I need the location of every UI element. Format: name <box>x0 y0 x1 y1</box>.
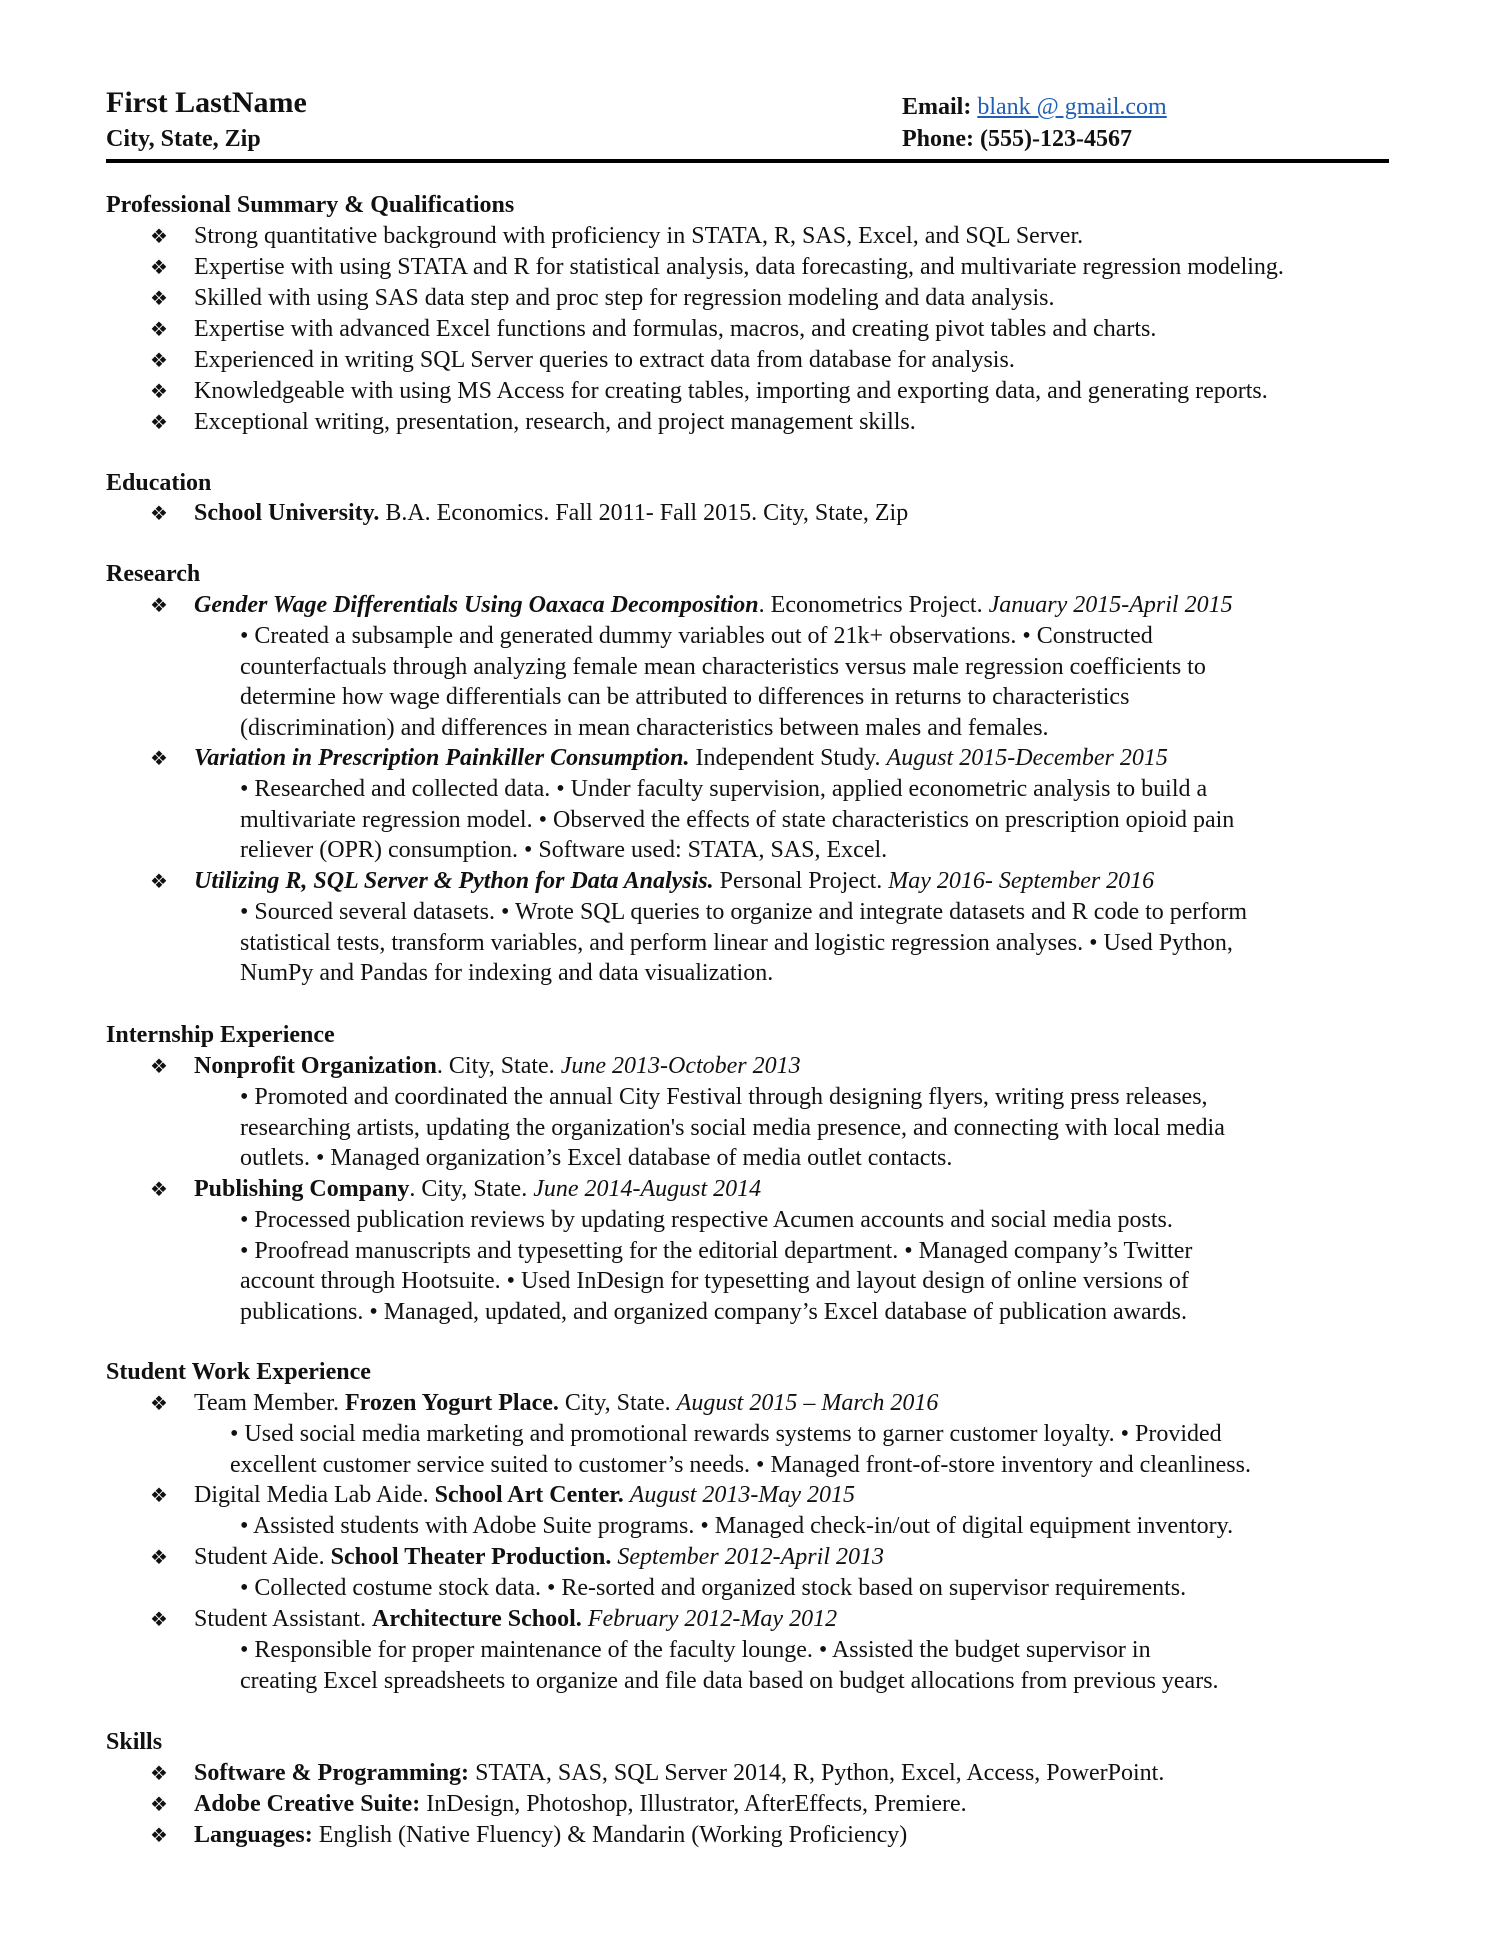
bullet-diamond-icon: ❖ <box>150 224 168 248</box>
bullet-diamond-icon: ❖ <box>150 1823 168 1847</box>
bullet-diamond-icon: ❖ <box>150 1761 168 1785</box>
bullet-diamond-icon: ❖ <box>150 1483 168 1507</box>
email-link[interactable]: blank @ gmail.com <box>977 94 1167 120</box>
research-description: • Created a subsample and generated dummy variables out of 21k+ observations. • Constructed counterfactuals through analyzing female mean characteristics versus male regression coefficients to determine how wage differentials can be attributed to differences in returns to characteristics (discrimination) and differences in mean characteristics between males and females. <box>240 623 1206 741</box>
candidate-name: First LastName <box>106 86 307 119</box>
bullet-diamond-icon: ❖ <box>150 1545 168 1569</box>
skill-item: ❖ Languages: English (Native Fluency) & Mandarin (Working Proficiency) <box>150 1820 907 1851</box>
work-description: • Collected costume stock data. • Re-sorted and organized stock based on supervisor requirements. <box>240 1575 1187 1601</box>
student-work-heading: Student Work Experience <box>106 1359 371 1385</box>
bullet-diamond-icon: ❖ <box>150 410 168 434</box>
bullet-diamond-icon: ❖ <box>150 746 168 770</box>
bullet-diamond-icon: ❖ <box>150 501 168 525</box>
work-entry-title: ❖ Team Member. Frozen Yogurt Place. City, State. August 2015 – March 2016 <box>150 1388 938 1419</box>
research-entry-title: ❖ Gender Wage Differentials Using Oaxaca Decomposition. Econometrics Project. January 2015-April 2015 <box>150 590 1233 621</box>
skill-item: ❖ Adobe Creative Suite: InDesign, Photoshop, Illustrator, AfterEffects, Premiere. <box>150 1789 967 1820</box>
phone-label: Phone: <box>902 126 974 152</box>
internship-description: • Promoted and coordinated the annual City Festival through designing flyers, writing press releases, researching artists, updating the organization's social media presence, and connecting with local media outlets. • Managed organization’s Excel database of media outlet contacts. <box>240 1084 1225 1172</box>
bullet-diamond-icon: ❖ <box>150 1792 168 1816</box>
bullet-diamond-icon: ❖ <box>150 1177 168 1201</box>
degree-details: B.A. Economics. Fall 2011- Fall 2015. City, State, Zip <box>385 500 909 526</box>
bullet-diamond-icon: ❖ <box>150 869 168 893</box>
phone-line <box>902 124 1132 154</box>
skills-heading: Skills <box>106 1729 163 1755</box>
summary-heading: Professional Summary & Qualifications <box>106 192 515 218</box>
bullet-diamond-icon: ❖ <box>150 593 168 617</box>
research-description: • Researched and collected data. • Under faculty supervision, applied econometric analysis to build a multivariate regression model. • Observed the effects of state characteristics on prescription opioid pain reliever (OPR) consumption. • Software used: STATA, SAS, Excel. <box>240 776 1235 864</box>
education-entry <box>150 498 908 529</box>
bullet-diamond-icon: ❖ <box>150 1054 168 1078</box>
work-description: • Responsible for proper maintenance of the faculty lounge. • Assisted the budget supervisor in creating Excel spreadsheets to organize and file data based on budget allocations from previous years. <box>240 1637 1219 1694</box>
bullet-diamond-icon: ❖ <box>150 286 168 310</box>
skill-item: ❖ Software & Programming: STATA, SAS, SQL Server 2014, R, Python, Excel, Access, PowerPoint. <box>150 1758 1164 1789</box>
list-item: ❖ Knowledgeable with using MS Access for creating tables, importing and exporting data, and generating reports. <box>150 376 1268 407</box>
bullet-diamond-icon: ❖ <box>150 348 168 372</box>
internship-entry-title: ❖ Nonprofit Organization. City, State. June 2013-October 2013 <box>150 1051 801 1082</box>
bullet-diamond-icon: ❖ <box>150 1607 168 1631</box>
work-description: • Assisted students with Adobe Suite programs. • Managed check-in/out of digital equipment inventory. <box>240 1513 1234 1539</box>
research-entry-title: ❖ Utilizing R, SQL Server & Python for Data Analysis. Personal Project. May 2016- September 2016 <box>150 866 1154 897</box>
education-heading: Education <box>106 470 212 496</box>
bullet-diamond-icon: ❖ <box>150 1391 168 1415</box>
internship-heading: Internship Experience <box>106 1022 335 1048</box>
work-entry-title: ❖ Student Assistant. Architecture School. February 2012-May 2012 <box>150 1604 837 1635</box>
work-entry-title: ❖ Digital Media Lab Aide. School Art Center. August 2013-May 2015 <box>150 1480 855 1511</box>
email-line <box>902 92 1167 122</box>
list-item: ❖ Strong quantitative background with proficiency in STATA, R, SAS, Excel, and SQL Server. <box>150 221 1083 252</box>
internship-description: • Processed publication reviews by updating respective Acumen accounts and social media posts. • Proofread manuscripts and typesetting for the editorial department. • Managed company’s Twitter account through Hootsuite. • Used InDesign for typesetting and layout design of online versions of publications. • Managed, updated, and organized company’s Excel database of publication awards. <box>240 1207 1193 1325</box>
work-entry-title: ❖ Student Aide. School Theater Production. September 2012-April 2013 <box>150 1542 884 1573</box>
candidate-location: City, State, Zip <box>106 126 261 152</box>
bullet-diamond-icon: ❖ <box>150 317 168 341</box>
list-item: ❖ Expertise with advanced Excel functions and formulas, macros, and creating pivot tables and charts. <box>150 314 1156 345</box>
bullet-diamond-icon: ❖ <box>150 379 168 403</box>
list-item: ❖ Skilled with using SAS data step and proc step for regression modeling and data analysis. <box>150 283 1055 314</box>
internship-entry-title: ❖ Publishing Company. City, State. June 2014-August 2014 <box>150 1174 761 1205</box>
list-item: ❖ Experienced in writing SQL Server queries to extract data from database for analysis. <box>150 345 1015 376</box>
research-heading: Research <box>106 561 201 587</box>
work-description: • Used social media marketing and promotional rewards systems to garner customer loyalty. • Provided excellent customer service suited to customer’s needs. • Managed front-of-store inventory and cleanliness. <box>230 1421 1251 1478</box>
header-divider <box>106 159 1389 163</box>
research-entry-title: ❖ Variation in Prescription Painkiller Consumption. Independent Study. August 2015-December 2015 <box>150 743 1168 774</box>
bullet-diamond-icon: ❖ <box>150 255 168 279</box>
school-name: School University. <box>194 500 380 526</box>
list-item: ❖ Expertise with using STATA and R for statistical analysis, data forecasting, and multivariate regression modeling. <box>150 252 1284 283</box>
list-item: ❖ Exceptional writing, presentation, research, and project management skills. <box>150 407 916 438</box>
email-label: Email: <box>902 94 972 120</box>
phone-number: (555)-123-4567 <box>980 126 1132 152</box>
research-description: • Sourced several datasets. • Wrote SQL queries to organize and integrate datasets and R code to perform statistical tests, transform variables, and perform linear and logistic regression analyses. • Used Python, NumPy and Pandas for indexing and data visualization. <box>240 899 1248 987</box>
